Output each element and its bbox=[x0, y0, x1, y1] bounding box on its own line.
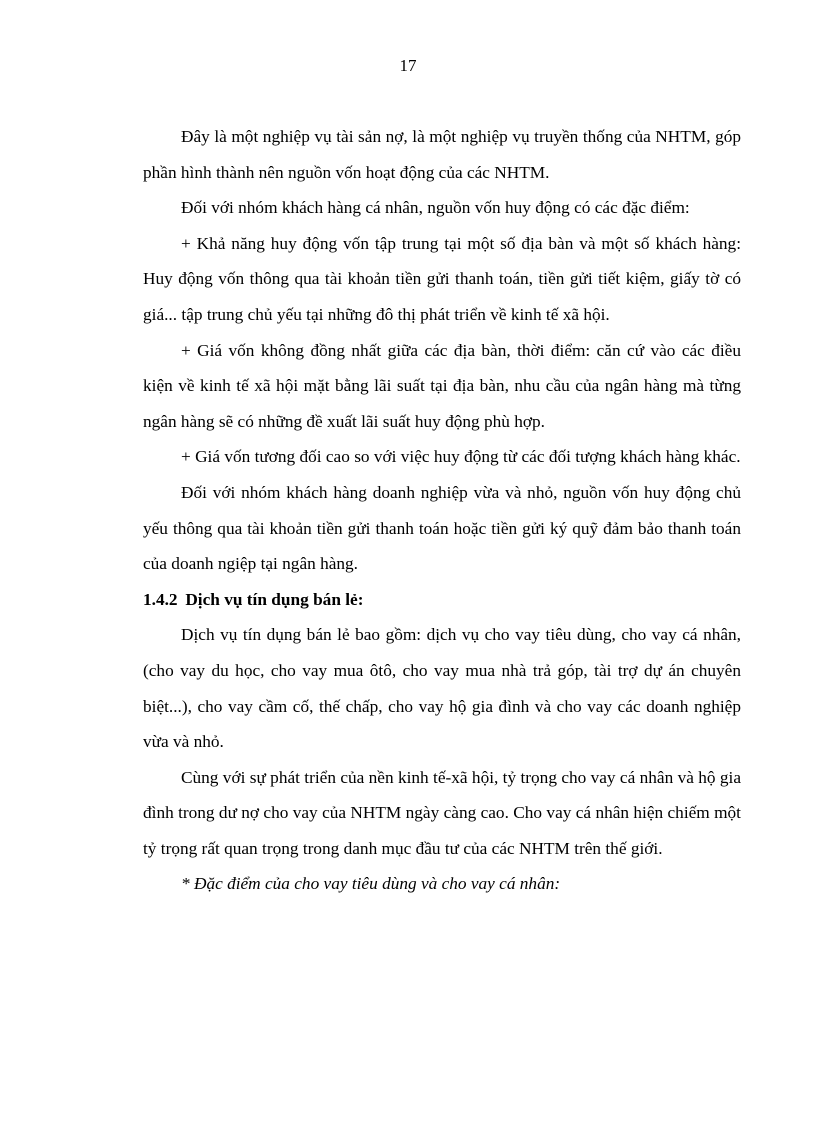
paragraph: + Khả năng huy động vốn tập trung tại một số địa bàn và một số khách hàng: Huy động vốn thông qua tài khoản tiền gửi thanh toán, tiền gửi tiết kiệm, giấy tờ có giá... tập trung chủ yếu tại những đô thị phát triển về kinh tế xã hội. bbox=[143, 233, 741, 324]
section-number: 1.4.2 bbox=[143, 589, 178, 609]
page-content bbox=[143, 119, 741, 902]
paragraph: Dịch vụ tín dụng bán lẻ bao gồm: dịch vụ cho vay tiêu dùng, cho vay cá nhân, (cho vay du học, cho vay mua ôtô, cho vay mua nhà trả góp, tài trợ dự án chuyên biệt...), cho vay cầm cố, thế chấp, cho vay hộ gia đình và cho vay các doanh nghiệp vừa và nhỏ. bbox=[143, 625, 741, 752]
paragraph: + Giá vốn tương đối cao so với việc huy động từ các đối tượng khách hàng khác. bbox=[181, 447, 741, 467]
paragraph: Đối với nhóm khách hàng cá nhân, nguồn vốn huy động có các đặc điểm: bbox=[181, 198, 690, 218]
paragraph: + Giá vốn không đồng nhất giữa các địa bàn, thời điểm: căn cứ vào các điều kiện về kinh tế xã hội mặt bằng lãi suất tại địa bàn, nhu cầu của ngân hàng mà từng ngân hàng sẽ có những đề xuất lãi suất huy động phù hợp. bbox=[143, 340, 741, 431]
paragraph: Đối với nhóm khách hàng doanh nghiệp vừa và nhỏ, nguồn vốn huy động chủ yếu thông qua tài khoản tiền gửi thanh toán hoặc tiền gửi ký quỹ đảm bảo thanh toán của doanh ngiệp tại ngân hàng. bbox=[143, 482, 741, 574]
paragraph: Cùng với sự phát triển của nền kinh tế-xã hội, tỷ trọng cho vay cá nhân và hộ gia đình trong dư nợ cho vay của NHTM ngày càng cao. Cho vay cá nhân hiện chiếm một tỷ trọng rất quan trọng trong danh mục đầu tư của các NHTM trên thế giới. bbox=[143, 767, 741, 858]
paragraph: Đây là một nghiệp vụ tài sản nợ, là một nghiệp vụ truyền thống của NHTM, góp phần hình thành nên nguồn vốn hoạt động của các NHTM. bbox=[143, 127, 741, 182]
section-heading bbox=[143, 582, 741, 618]
section-title: Dịch vụ tín dụng bán lẻ: bbox=[185, 589, 364, 609]
page-number: 17 bbox=[399, 56, 417, 75]
italic-note: * Đặc điểm của cho vay tiêu dùng và cho vay cá nhân: bbox=[181, 874, 561, 894]
